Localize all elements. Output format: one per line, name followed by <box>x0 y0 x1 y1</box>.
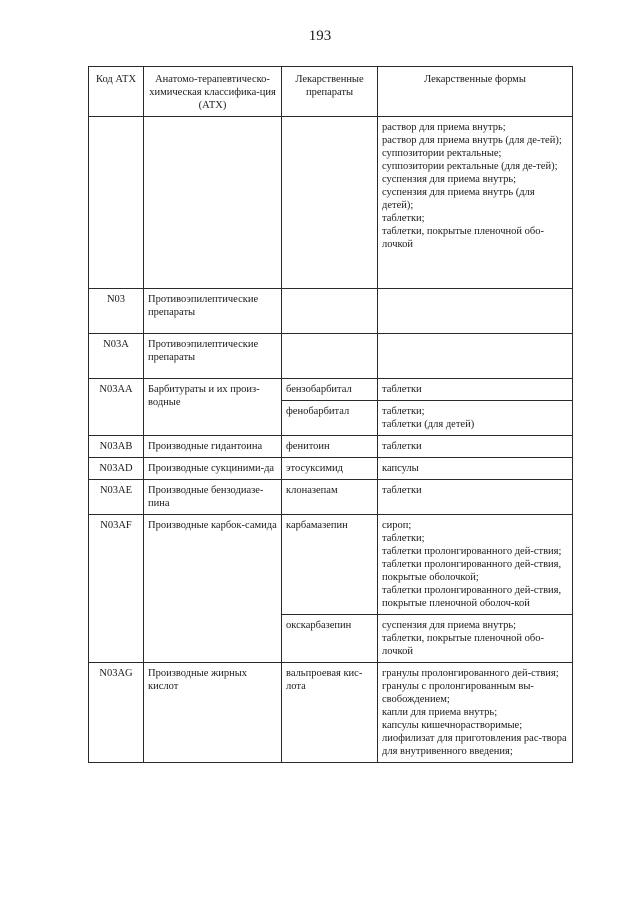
table-row <box>89 515 573 615</box>
name-cell: Противоэпилептические препараты <box>144 334 282 379</box>
name-cell: Производные сукциними-да <box>144 458 282 480</box>
drug-cell: фенитоин <box>282 436 378 458</box>
header-drugs: Лекарственные препараты <box>282 67 378 117</box>
form-item: таблетки, покрытые пленочной обо-лочкой <box>382 633 544 657</box>
form-item: суппозитории ректальные (для де-тей); <box>382 161 558 172</box>
code-cell: N03A <box>89 334 144 379</box>
code-cell: N03AG <box>89 663 144 763</box>
table-row <box>89 663 573 763</box>
forms-cell <box>378 615 573 663</box>
forms-cell <box>378 334 573 379</box>
name-cell: Производные гидантоина <box>144 436 282 458</box>
forms-cell <box>378 401 573 436</box>
forms-cell <box>378 663 573 763</box>
drug-cell: вальпроевая кис-лота <box>282 663 378 763</box>
name-cell: Противоэпилептические препараты <box>144 289 282 334</box>
form-item: сироп; <box>382 520 412 531</box>
drug-cell <box>282 117 378 289</box>
table-row <box>89 379 573 401</box>
form-item: лиофилизат для приготовления рас-твора для внутривенного введения; <box>382 733 567 757</box>
table-row <box>89 289 573 334</box>
form-item: суспензия для приема внутрь; <box>382 620 517 631</box>
name-cell: Производные карбок-самида <box>144 515 282 663</box>
form-item: таблетки <box>382 441 422 452</box>
form-item: таблетки; <box>382 406 425 417</box>
form-item: суспензия для приема внутрь; <box>382 174 517 185</box>
form-item: раствор для приема внутрь (для де-тей); <box>382 135 562 146</box>
forms-cell <box>378 458 573 480</box>
form-item: капли для приема внутрь; <box>382 707 498 718</box>
code-cell: N03AF <box>89 515 144 663</box>
drug-cell: окскарбазепин <box>282 615 378 663</box>
forms-cell <box>378 289 573 334</box>
form-item: капсулы <box>382 463 419 474</box>
drug-cell: клоназепам <box>282 480 378 515</box>
form-item: суппозитории ректальные; <box>382 148 502 159</box>
form-item: таблетки пролонгированного дей-ствия, покрытые оболочкой; <box>382 559 562 583</box>
forms-cell <box>378 117 573 289</box>
form-item: таблетки; <box>382 533 425 544</box>
form-item: таблетки (для детей) <box>382 419 475 430</box>
table-row <box>89 458 573 480</box>
table-row <box>89 436 573 458</box>
form-item: суспензия для приема внутрь (для детей); <box>382 187 535 211</box>
form-item: таблетки <box>382 384 422 395</box>
form-item: таблетки; <box>382 213 425 224</box>
drug-cell <box>282 334 378 379</box>
code-cell: N03 <box>89 289 144 334</box>
form-item: капсулы кишечнорастворимые; <box>382 720 523 731</box>
code-cell: N03AD <box>89 458 144 480</box>
name-cell: Производные жирных кислот <box>144 663 282 763</box>
name-cell <box>144 117 282 289</box>
forms-cell <box>378 480 573 515</box>
form-item: гранулы с пролонгированным вы-свобождением; <box>382 681 534 705</box>
form-item: раствор для приема внутрь; <box>382 122 506 133</box>
code-cell: N03AA <box>89 379 144 436</box>
header-classification: Анатомо-терапевтическо-химическая классифика-ция (АТХ) <box>144 67 282 117</box>
code-cell <box>89 117 144 289</box>
drug-cell: бензобарбитал <box>282 379 378 401</box>
table-row <box>89 117 573 289</box>
form-item: гранулы пролонгированного дей-ствия; <box>382 668 559 679</box>
form-item: таблетки пролонгированного дей-ствия; <box>382 546 562 557</box>
drug-cell: карбамазепин <box>282 515 378 615</box>
drug-cell: фенобарбитал <box>282 401 378 436</box>
form-item: таблетки <box>382 485 422 496</box>
table-row <box>89 334 573 379</box>
drug-cell: этосуксимид <box>282 458 378 480</box>
header-row <box>89 67 573 117</box>
forms-cell <box>378 515 573 615</box>
header-forms: Лекарственные формы <box>378 67 573 117</box>
code-cell: N03AB <box>89 436 144 458</box>
code-cell: N03AE <box>89 480 144 515</box>
atx-table <box>88 66 573 763</box>
page-number: 193 <box>308 28 332 44</box>
header-code: Код АТХ <box>89 67 144 117</box>
forms-cell <box>378 436 573 458</box>
name-cell: Барбитураты и их произ-водные <box>144 379 282 436</box>
form-item: таблетки пролонгированного дей-ствия, покрытые пленочной оболоч-кой <box>382 585 562 609</box>
form-item: таблетки, покрытые пленочной обо-лочкой <box>382 226 544 250</box>
drug-cell <box>282 289 378 334</box>
table-row <box>89 480 573 515</box>
forms-cell <box>378 379 573 401</box>
name-cell: Производные бензодиазе-пина <box>144 480 282 515</box>
